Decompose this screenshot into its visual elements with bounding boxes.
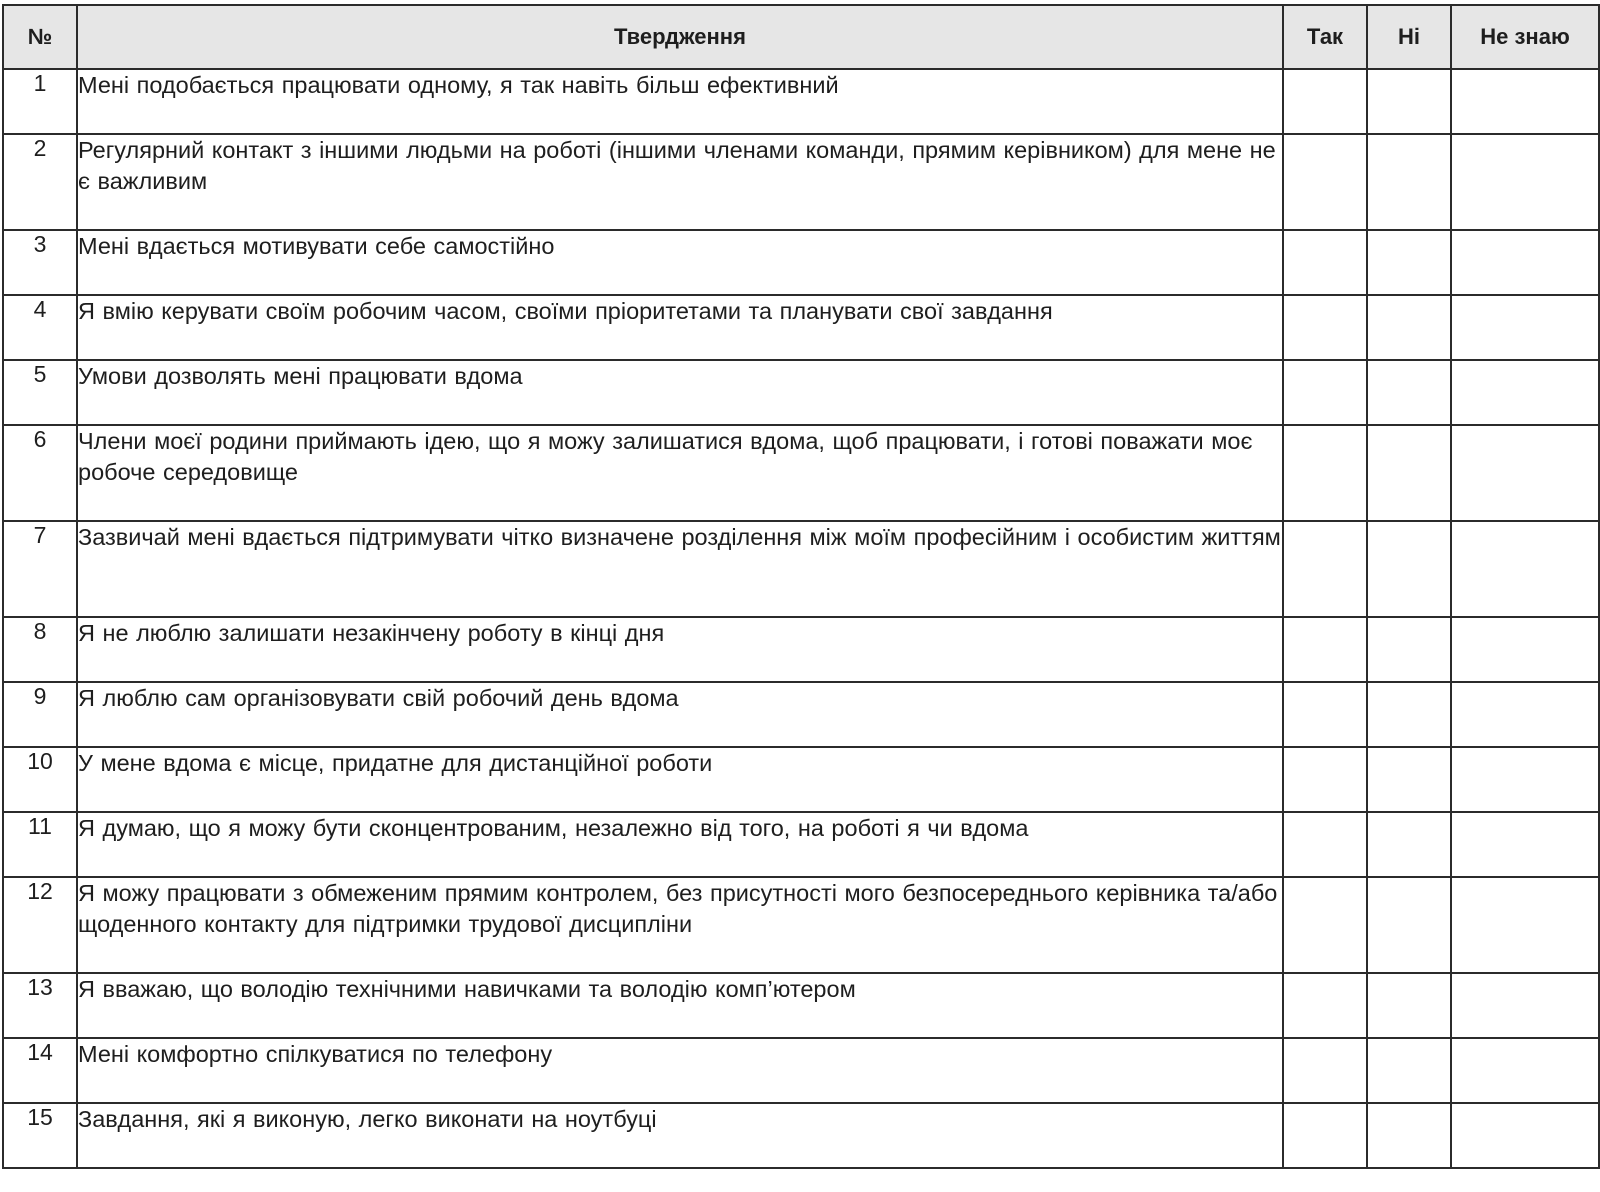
answer-cell-yes[interactable] [1283,1038,1367,1103]
header-yes: Так [1283,5,1367,69]
answer-cell-yes[interactable] [1283,747,1367,812]
row-statement: Завдання, які я виконую, легко виконати на ноутбуці [77,1103,1283,1168]
row-number: 6 [3,425,77,521]
answer-cell-dont-know[interactable] [1451,69,1599,134]
answer-cell-dont-know[interactable] [1451,877,1599,973]
row-number: 3 [3,230,77,295]
answer-cell-dont-know[interactable] [1451,230,1599,295]
table-row [3,1103,1599,1168]
row-number: 5 [3,360,77,425]
answer-cell-dont-know[interactable] [1451,747,1599,812]
row-number: 2 [3,134,77,230]
answer-cell-no[interactable] [1367,230,1451,295]
answer-cell-yes[interactable] [1283,1103,1367,1168]
answer-cell-dont-know[interactable] [1451,134,1599,230]
header-no: Ні [1367,5,1451,69]
row-statement: Я думаю, що я можу бути сконцентрованим, незалежно від того, на роботі я чи вдома [77,812,1283,877]
answer-cell-yes[interactable] [1283,134,1367,230]
answer-cell-yes[interactable] [1283,521,1367,617]
answer-cell-yes[interactable] [1283,69,1367,134]
answer-cell-no[interactable] [1367,682,1451,747]
table-row [3,682,1599,747]
table-row [3,521,1599,617]
table-row [3,295,1599,360]
row-statement: Умови дозволять мені працювати вдома [77,360,1283,425]
table-body [3,69,1599,1168]
answer-cell-no[interactable] [1367,295,1451,360]
table-row [3,877,1599,973]
row-statement: Мені подобається працювати одному, я так навіть більш ефективний [77,69,1283,134]
answer-cell-dont-know[interactable] [1451,425,1599,521]
row-statement: У мене вдома є місце, придатне для дистанційної роботи [77,747,1283,812]
header-number: № [3,5,77,69]
row-number: 8 [3,617,77,682]
table-row [3,230,1599,295]
answer-cell-dont-know[interactable] [1451,521,1599,617]
row-statement: Я вважаю, що володію технічними навичками та володію комп’ютером [77,973,1283,1038]
answer-cell-no[interactable] [1367,134,1451,230]
table-row [3,360,1599,425]
answer-cell-no[interactable] [1367,973,1451,1038]
table-row [3,747,1599,812]
answer-cell-yes[interactable] [1283,877,1367,973]
answer-cell-no[interactable] [1367,1103,1451,1168]
row-statement: Члени моєї родини приймають ідею, що я можу залишатися вдома, щоб працювати, і готові поважати моє робоче середовище [77,425,1283,521]
table-row [3,812,1599,877]
row-number: 9 [3,682,77,747]
row-number: 12 [3,877,77,973]
row-statement: Зазвичай мені вдається підтримувати чітко визначене розділення між моїм професійним і особистим життям [77,521,1283,617]
answer-cell-no[interactable] [1367,521,1451,617]
row-number: 4 [3,295,77,360]
row-statement: Я люблю сам організовувати свій робочий день вдома [77,682,1283,747]
row-statement: Я можу працювати з обмеженим прямим контролем, без присутності мого безпосереднього керівника та/або щоденного контакту для підтримки трудової дисципліни [77,877,1283,973]
answer-cell-no[interactable] [1367,877,1451,973]
row-number: 13 [3,973,77,1038]
row-number: 15 [3,1103,77,1168]
row-number: 14 [3,1038,77,1103]
answer-cell-yes[interactable] [1283,425,1367,521]
survey-table [2,4,1600,1169]
table-row [3,425,1599,521]
row-statement: Я вмію керувати своїм робочим часом, своїми пріоритетами та планувати свої завдання [77,295,1283,360]
row-number: 11 [3,812,77,877]
answer-cell-dont-know[interactable] [1451,1103,1599,1168]
answer-cell-yes[interactable] [1283,682,1367,747]
answer-cell-no[interactable] [1367,617,1451,682]
answer-cell-no[interactable] [1367,360,1451,425]
table-row [3,69,1599,134]
answer-cell-no[interactable] [1367,812,1451,877]
answer-cell-no[interactable] [1367,1038,1451,1103]
answer-cell-dont-know[interactable] [1451,682,1599,747]
table-row [3,1038,1599,1103]
row-statement: Мені вдається мотивувати себе самостійно [77,230,1283,295]
header-row [3,5,1599,69]
answer-cell-dont-know[interactable] [1451,617,1599,682]
answer-cell-dont-know[interactable] [1451,812,1599,877]
answer-cell-yes[interactable] [1283,230,1367,295]
table-row [3,617,1599,682]
answer-cell-dont-know[interactable] [1451,295,1599,360]
row-statement: Мені комфортно спілкуватися по телефону [77,1038,1283,1103]
table-row [3,973,1599,1038]
row-statement: Регулярний контакт з іншими людьми на роботі (іншими членами команди, прямим керівником) для мене не є важливим [77,134,1283,230]
row-number: 7 [3,521,77,617]
answer-cell-no[interactable] [1367,425,1451,521]
table-row [3,134,1599,230]
row-number: 10 [3,747,77,812]
header-dont-know: Не знаю [1451,5,1599,69]
answer-cell-yes[interactable] [1283,812,1367,877]
answer-cell-yes[interactable] [1283,295,1367,360]
answer-cell-no[interactable] [1367,69,1451,134]
answer-cell-yes[interactable] [1283,973,1367,1038]
answer-cell-yes[interactable] [1283,617,1367,682]
answer-cell-dont-know[interactable] [1451,973,1599,1038]
row-number: 1 [3,69,77,134]
answer-cell-dont-know[interactable] [1451,1038,1599,1103]
answer-cell-no[interactable] [1367,747,1451,812]
header-statement: Твердження [77,5,1283,69]
answer-cell-yes[interactable] [1283,360,1367,425]
answer-cell-dont-know[interactable] [1451,360,1599,425]
row-statement: Я не люблю залишати незакінчену роботу в кінці дня [77,617,1283,682]
